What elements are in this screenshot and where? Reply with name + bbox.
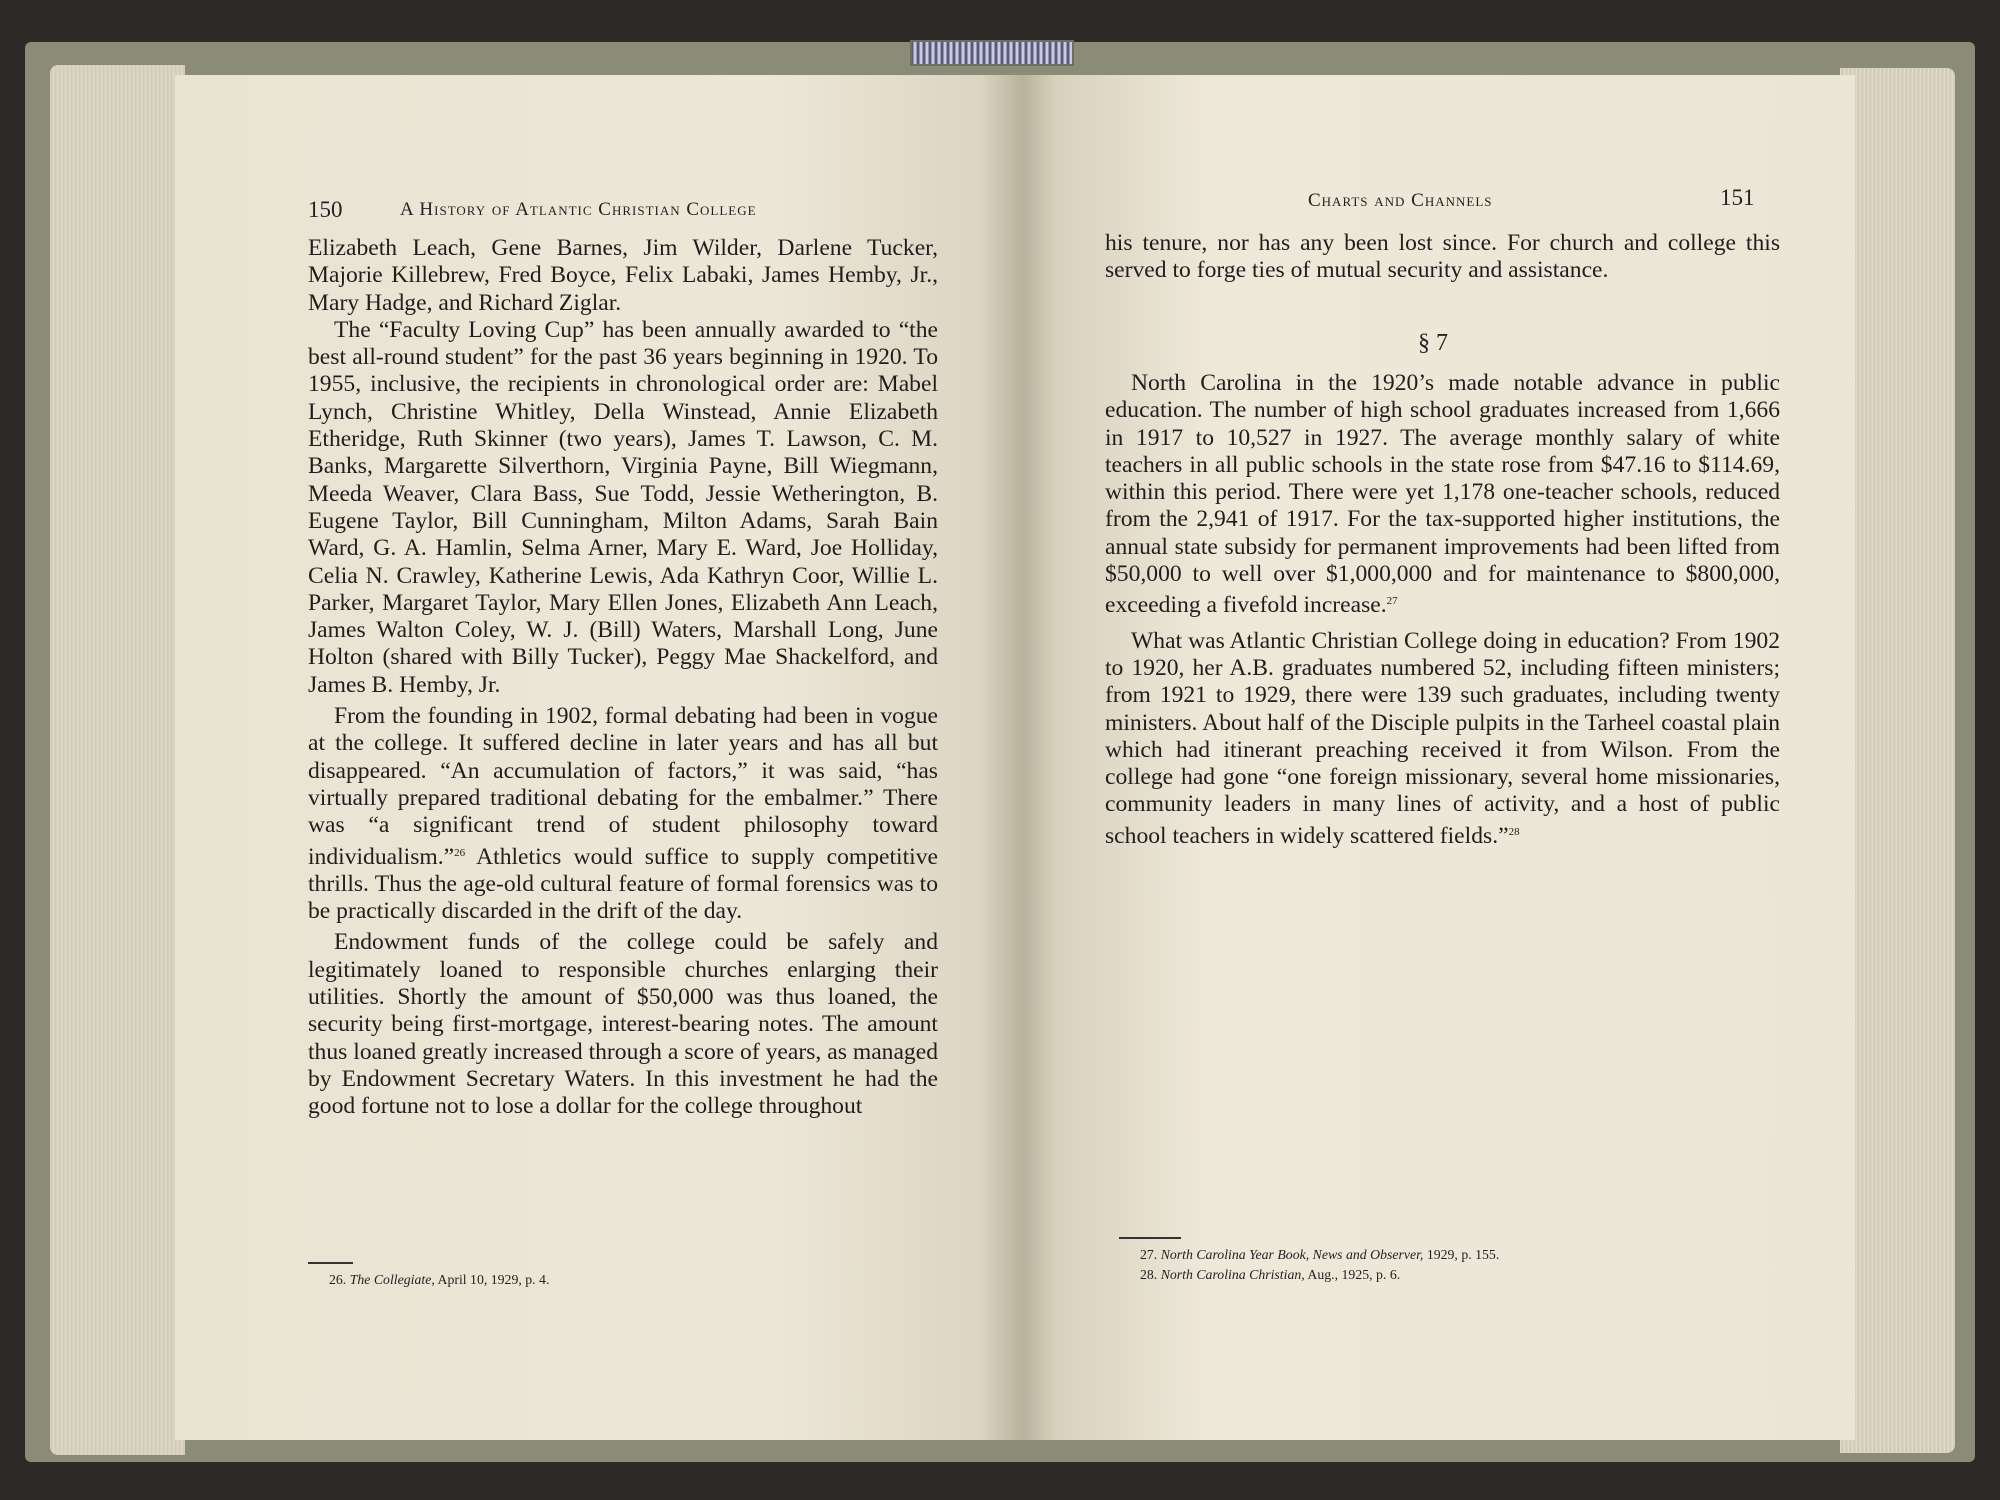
page-edges-right <box>1840 68 1955 1453</box>
paragraph: North Carolina in the 1920’s made notable advance in public education. The number of high school graduates increased from 1,666 in 1917 to 10,527 in 1927. The average monthly salary of white teachers in all public schools in the state rose from $47.16 to $114.69, within this period. There were yet 1,178 one-teacher schools, reduced from the 2,941 of 1917. For the tax-supported higher institutions, the annual state subsidy for permanent improvements had been lifted from $50,000 to well over $1,000,000 and for maintenance to $800,000, exceeding a fivefold increase.$^{27}$ <box>1105 370 1780 619</box>
right-body-text <box>1105 230 1780 285</box>
page-number: 151 <box>1720 185 1755 210</box>
footnote: 28. North Carolina Christian, Aug., 1925, p. 6. <box>1140 1267 1401 1282</box>
running-head: Charts and Channels <box>1308 190 1493 211</box>
footnote-ref: 28 <box>1508 825 1520 838</box>
left-body-text <box>308 235 938 1121</box>
footnote: 26. The Collegiate, April 10, 1929, p. 4. <box>329 1272 550 1287</box>
paragraph: Endowment funds of the college could be safely and legitimately loaned to responsible churches enlarging their utilities. Shortly the amount of $50,000 was thus loaned, the security being first-mortgage, interest-bearing notes. The amount thus loaned greatly increased through a score of years, as managed by Endowment Secretary Waters. In this investment he had the good fortune not to lose a dollar for the college throughout <box>308 929 938 1120</box>
paragraph: Elizabeth Leach, Gene Barnes, Jim Wilder, Darlene Tucker, Majorie Killebrew, Fred Boyce, Felix Labaki, James Hemby, Jr., Mary Hadge, and Richard Ziglar. <box>308 235 938 316</box>
footnote-ref: 26 <box>454 846 466 859</box>
page-edges-left <box>50 65 185 1455</box>
footnote: 27. North Carolina Year Book, News and Observer, 1929, p. 155. <box>1140 1247 1500 1262</box>
paragraph: his tenure, nor has any been lost since. For church and college this served to forge ties of mutual security and assistance. <box>1105 230 1780 284</box>
spine-label <box>910 40 1074 66</box>
paragraph: The “Faculty Loving Cup” has been annually awarded to “the best all-round student” for the past 36 years beginning in 1920. To 1955, inclusive, the recipients in chronological order are: Mabel Lynch, Christine Whitley, Della Winstead, Annie Elizabeth Etheridge, Ruth Skinner (two years), James T. Lawson, C. M. Banks, Margarette Silverthorn, Virginia Payne, Bill Wiegmann, Meeda Weaver, Clara Bass, Sue Todd, Jessie Wetherington, B. Eugene Taylor, Bill Cunningham, Milton Adams, Sarah Bain Ward, G. A. Hamlin, Selma Arner, Mary E. Ward, Joe Holliday, Celia N. Crawley, Katherine Lewis, Ada Kathryn Coor, Willie L. Parker, Margaret Taylor, Mary Ellen Jones, Elizabeth Ann Leach, James Walton Coley, W. J. (Bill) Waters, Marshall Long, June Holton (shared with Billy Tucker), Peggy Mae Shackelford, and James B. Hemby, Jr. <box>308 316 938 698</box>
right-body-text-2 <box>1105 370 1780 850</box>
paragraph: From the founding in 1902, formal debating had been in vogue at the college. It suffered decline in later years and has all but disappeared. “An accumulation of factors,” it was said, “has virtually prepared traditional debating for the embalmer.” There was “a significant trend of student philosophy toward individualism.”$^{26}$ Athletics would suffice to supply competitive thrills. Thus the age-old cultural feature of formal forensics was to be practically discarded in the drift of the day. <box>308 703 938 925</box>
paragraph: What was Atlantic Christian College doing in education? From 1902 to 1920, her A.B. graduates numbered 52, including fifteen ministers; from 1921 to 1929, there were 139 such graduates, including twenty ministers. About half of the Disciple pulpits in the Tarheel coastal plain which had itinerant preaching received it from Wilson. From the college had gone “one foreign missionary, several home missionaries, community leaders in many lines of activity, and a host of public school teachers in widely scattered fields.”$^{28}$ <box>1105 627 1780 849</box>
section-heading: § 7 <box>1418 330 1448 356</box>
right-page <box>1023 75 1855 1440</box>
footnote-rule <box>1119 1237 1181 1239</box>
footnote-ref: 27 <box>1386 595 1398 608</box>
left-page <box>175 75 1023 1440</box>
running-head: A History of Atlantic Christian College <box>400 199 757 220</box>
page-number: 150 <box>308 197 343 222</box>
footnote-rule <box>308 1262 353 1264</box>
